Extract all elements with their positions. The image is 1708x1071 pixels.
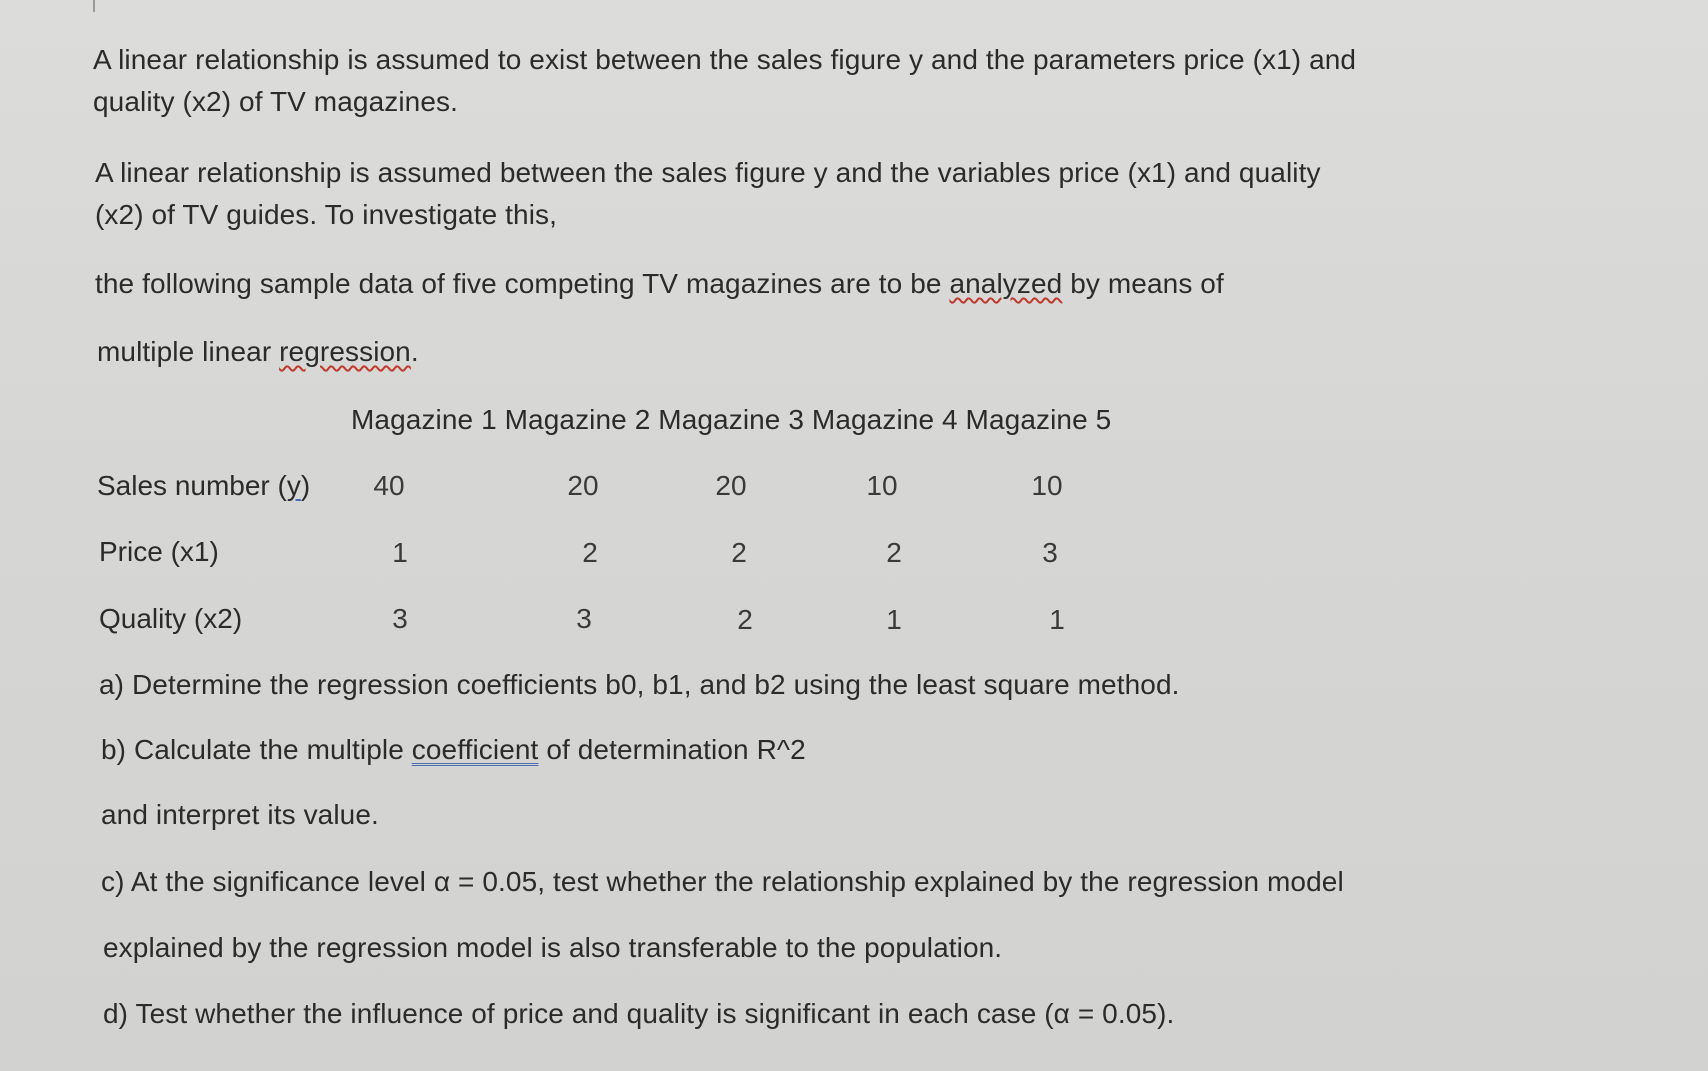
paragraph-3 [95,268,1224,300]
row-label-sales [97,470,310,502]
table-cell: 1 [886,604,902,635]
question-d: d) Test whether the influence of price and quality is significant in each case (α = 0.05). [103,998,1175,1029]
table-cell: 1 [1049,604,1065,635]
table-cell: 2 [731,537,747,568]
grammar-flagged-word[interactable]: coefficient [411,734,539,765]
row-label-sales-close: ) [300,470,311,501]
table-cell: 10 [866,470,898,501]
table-cell: 20 [715,470,747,501]
question-b-text-end: of determination R^2 [538,734,806,765]
paragraph-1-line-2: quality (x2) of TV magazines. [93,86,458,117]
question-b [101,734,806,766]
table-cell: 2 [582,537,598,568]
table-cell: 20 [567,470,599,501]
question-b-line-2: and interpret its value. [101,799,379,830]
text-cursor-mark [93,0,95,12]
spellcheck-flagged-word[interactable]: regression [279,336,411,367]
paragraph-3-text-end: by means of [1062,268,1224,299]
question-b-text: b) Calculate the multiple [101,734,412,765]
spellcheck-flagged-word[interactable]: analyzed [949,268,1063,299]
row-label-sales-text: Sales number ( [97,470,287,501]
table-cell: 2 [737,604,753,635]
question-a: a) Determine the regression coefficients b0, b1, and b2 using the least square method. [99,669,1180,700]
paragraph-2-line-1: A linear relationship is assumed between the sales figure y and the variables price (x1) and quality [95,157,1321,188]
table-cell: 3 [392,603,408,634]
table-cell: 10 [1031,470,1063,501]
row-label-sales-var: y [286,470,301,501]
paragraph-3-text: the following sample data of five competing TV magazines are to be [95,268,950,299]
question-c-line-2: explained by the regression model is also transferable to the population. [103,932,1003,963]
row-label-quality: Quality (x2) [99,603,243,634]
paragraph-1-line-1: A linear relationship is assumed to exist between the sales figure y and the parameters price (x1) and [93,44,1357,75]
table-cell: 3 [1042,537,1058,568]
paragraph-4-text: multiple linear [97,336,280,367]
table-cell: 1 [392,537,408,568]
paragraph-4-text-end: . [410,336,419,367]
table-header: Magazine 1 Magazine 2 Magazine 3 Magazine 4 Magazine 5 [351,404,1112,435]
paragraph-4 [97,336,419,368]
table-cell: 40 [373,470,405,501]
row-label-price: Price (x1) [99,536,219,567]
table-cell: 2 [886,537,902,568]
question-c-line-1: c) At the significance level α = 0.05, test whether the relationship explained by the regression model [101,866,1344,897]
table-cell: 3 [576,603,592,634]
paragraph-2-line-2: (x2) of TV guides. To investigate this, [95,199,557,230]
